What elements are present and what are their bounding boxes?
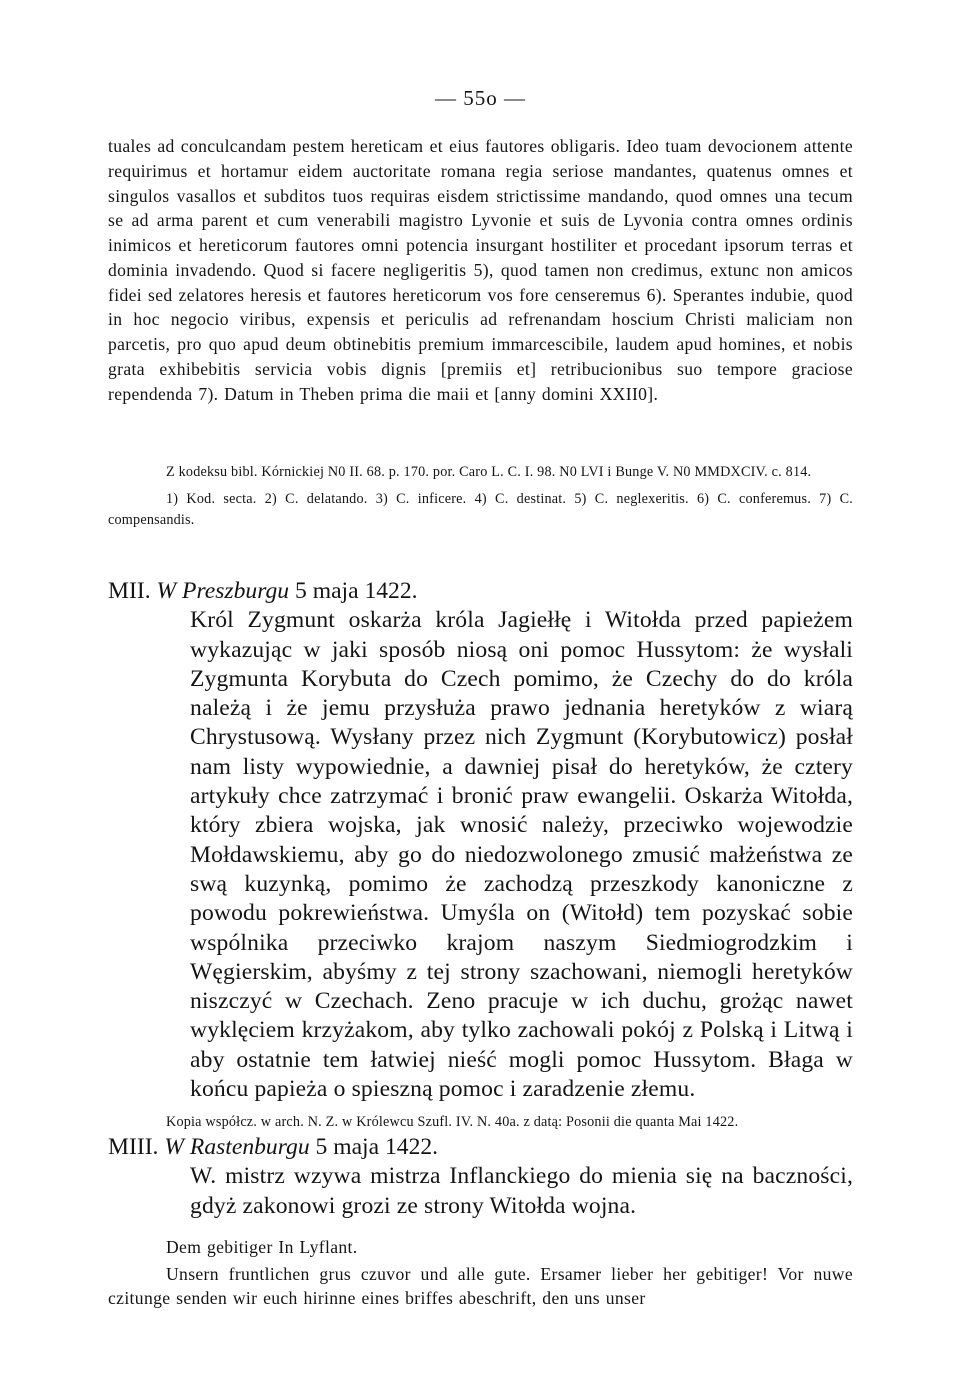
entry-2-heading bbox=[108, 1133, 853, 1162]
page-number: — 55o — bbox=[435, 86, 526, 110]
variant-notes-1: 1) Kod. secta. 2) C. delatando. 3) C. inficere. 4) C. destinat. 5) C. neglexeritis. 6) C. conferemus. 7) C. compensandis. bbox=[108, 491, 853, 528]
entry-1-summary: Król Zygmunt oskarża króla Jagiełłę i Witołda przed papieżem wykazując w jaki sposób niosą oni pomoc Hussytom: że wysłali Zygmunta Korybuta do Czech pomimo, że Czechy do do króla należą i że jemu przysłuża prawo jednania heretyków z wiarą Chrystusową. Wysłany przez nich Zygmunt (Korybutowicz) posłał nam listy wypowiednie, a dawniej pisał do heretyków, że cztery artykuły chce zatrzymać i bronić praw ewangelii. Oskarża Witołda, który zbiera wojska, jak wnosić należy, przeciwko wojewodzie Mołdawskiemu, aby go do niedozwolonego zmusić małżeństwa ze swą kuzynką, pomimo że zachodzą przeszkody kanoniczne z powodu pokrewieństwa. Umyśla on (Witołd) tem pozyskać sobie wspólnika przeciwko krajom naszym Siedmiogrodzkim i Węgierskim, abyśmy z tej strony szachowani, niemogli heretyków niszczyć w Czechach. Zeno pracuje w ich duchu, grożąc nawet wyklęciem krzyżakom, aby tylko zachowali pokój z Polską i Litwą i aby ostatnie tem łatwiej nieść mogli pomoc Hussytom. Błaga w końcu papieża o spieszną pomoc i zaradzenie złemu. bbox=[190, 607, 853, 1103]
entry-1 bbox=[108, 577, 853, 1133]
entry-1-date: 5 maja 1422. bbox=[295, 578, 418, 604]
footnotes-1 bbox=[108, 462, 853, 531]
entry-2 bbox=[108, 1133, 853, 1311]
entry-2-summary: W. mistrz wzywa mistrza Inflanckiego do mienia się na baczności, gdyż zakonowi grozi ze strony Witołda wojna. bbox=[190, 1163, 853, 1219]
intro-text: tuales ad conculcandam pestem hereticam et eius fautores obligaris. Ideo tuam devocionem attente requirimus et hortamur eidem auctoritate romana regia seriose mandantes, quatenus omnes et singulos vasallos et subditos tuos requiras eisdem strictissime mandando, quod omnes una tecum se ad arma parent et cum venerabili magistro Lyvonie et suis de Lyvonia contra omnes ordinis inimicos et hereticorum fautores omni potencia insurgant hostiliter et procedant ipsorum terras et dominia invadendo. Quod si facere negligeritis 5), quod tamen non credimus, extunc non amicos fidei sed zelatores heresis et fautores hereticorum vos fore censeremus 6). Sperantes indubie, quod in hoc negocio viribus, expensis et periculis ad refrenandam hoscium Christi maliciam non parcetis, pro quo apud deum obtinebitis premium immarcescibile, laudem apud homines, et nobis grata exhibebitis servicia vobis dignis [premiis et] retribucionibus suo tempore graciose rependenda 7). Datum in Theben prima die maii et [anny domini XXII0]. bbox=[108, 136, 853, 404]
entry-1-number: MII. bbox=[108, 578, 151, 604]
entry-1-source: Kopia współcz. w arch. N. Z. w Królewcu Szufl. IV. N. 40a. z datą: Posonii die quanta Mai 1422. bbox=[166, 1114, 739, 1131]
entry-1-heading bbox=[108, 577, 853, 606]
entry-2-place: W Rastenburgu bbox=[164, 1134, 310, 1160]
entry-2-text: Unsern fruntlichen grus czuvor und alle gute. Ersamer lieber her gebitiger! Vor nuwe czitunge senden wir euch hirinne eines briffes abeschrift, den uns unser bbox=[108, 1263, 853, 1309]
entry-2-address: Dem gebitiger In Lyflant. bbox=[166, 1236, 358, 1257]
entry-1-place: W Preszburgu bbox=[156, 578, 290, 604]
entry-2-number: MIII. bbox=[108, 1134, 159, 1160]
entry-2-date: 5 maja 1422. bbox=[315, 1134, 439, 1160]
intro-text-block bbox=[108, 134, 853, 406]
source-note-1: Z kodeksu bibl. Kórnickiej N0 II. 68. p. 170. por. Caro L. C. I. 98. N0 LVI i Bunge V. N0 MMDXCIV. c. 814. bbox=[166, 464, 812, 480]
